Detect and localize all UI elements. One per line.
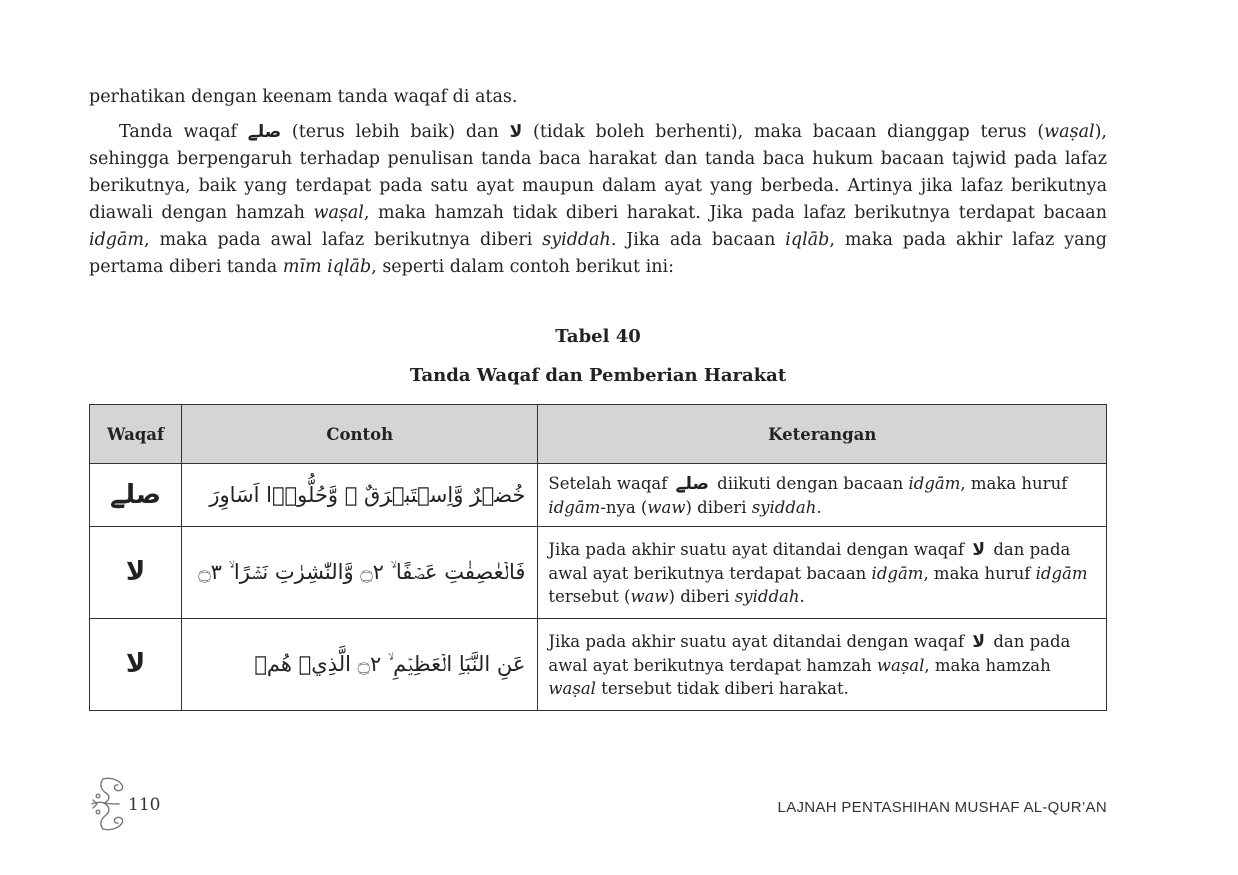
waqaf-sign-cell: لا — [90, 619, 182, 711]
text-run: tersebut tidak diberi harakat. — [595, 678, 849, 698]
text-run: tersebut ( — [548, 586, 631, 606]
waqaf-sign-cell: لا — [90, 527, 182, 619]
paragraph-1: perhatikan dengan keenam tanda waqaf di atas. — [89, 87, 518, 107]
header-contoh: Contoh — [182, 405, 538, 464]
term-wasal: waṣal — [876, 655, 925, 675]
text-run: diikuti dengan bacaan — [711, 473, 909, 493]
example-cell: خُضۡرٌ وَّاِسۡتَبۡرَقٌ ۘ وَّحُلُّوۡۤا اَسَاوِرَ — [182, 464, 538, 527]
text-run: ) diberi — [685, 497, 752, 517]
term-syiddah: syiddah — [751, 497, 817, 517]
text-run: ) diberi — [668, 586, 735, 606]
term-idgam: idgām — [871, 563, 924, 583]
body-text — [89, 84, 1107, 281]
example-cell: فَالۡعٰصِفٰتِ عَصۡفًا ۙ ۝٢ وَّالنّٰشِرٰتِ نَشۡرًا ۙ ۝٣ — [182, 527, 538, 619]
text-run: , maka pada awal lafaz berikutnya diberi — [144, 230, 543, 250]
header-keterangan: Keterangan — [538, 405, 1107, 464]
term-idgam: idgām — [1035, 563, 1088, 583]
text-run: (terus lebih baik) dan — [281, 122, 510, 142]
text-run: , maka hamzah tidak diberi harakat. Jika pada lafaz berikutnya terdapat bacaan — [363, 203, 1107, 223]
term-idgam: idgām — [548, 497, 601, 517]
term-idgam: idgām — [908, 473, 961, 493]
table-header-row — [90, 405, 1107, 464]
text-run: , maka hamzah — [924, 655, 1051, 675]
text-run: Tanda waqaf — [119, 122, 248, 142]
table-caption-number: Tabel 40 — [555, 326, 641, 347]
text-run: , seperti dalam contoh berikut ini: — [371, 257, 674, 277]
term-syiddah: syiddah — [734, 586, 800, 606]
table-row — [90, 619, 1107, 711]
term-mim-iqlab: mīm iqlāb — [282, 257, 372, 277]
text-run: . — [816, 497, 822, 517]
table-row — [90, 464, 1107, 527]
table-row — [90, 527, 1107, 619]
note-cell — [538, 527, 1107, 619]
header-waqaf: Waqaf — [90, 405, 182, 464]
term-wasal: waṣal — [548, 678, 596, 698]
text-run: , maka huruf — [923, 563, 1036, 583]
term-idgam: idgām — [89, 230, 145, 250]
text-run: . Jika ada bacaan — [610, 230, 786, 250]
text-run: (tidak boleh berhenti), maka bacaan dianggap terus ( — [522, 122, 1045, 142]
text-run: -nya ( — [600, 497, 648, 517]
waqaf-la-sign: لا — [972, 631, 986, 652]
waqaf-sala-sign: صلے — [675, 473, 709, 494]
text-run: ), sehingga berpengaruh terhadap penulisan tanda baca harakat dan tanda baca hukum bacaan tajwid pada lafaz berikutnya, baik yang terdapat pada satu ayat maupun dalam ayat yang berbeda. Artinya jika lafaz berikutnya diawali dengan hamzah — [89, 122, 1107, 223]
paragraph-2 — [89, 119, 1107, 281]
text-run: Setelah waqaf — [548, 473, 673, 493]
waqaf-la-sign: لا — [509, 122, 523, 142]
waqaf-sala-sign: صلے — [247, 122, 282, 142]
text-run: , maka huruf — [960, 473, 1068, 493]
page-number: 110 — [128, 795, 161, 815]
term-wasal: waṣal — [1044, 122, 1095, 142]
text-run: dan pada awal ayat berikutnya terdapat hamzah — [548, 631, 1071, 675]
term-wasal: waṣal — [313, 203, 364, 223]
text-run: , maka pada akhir lafaz yang pertama diberi tanda — [89, 230, 1107, 277]
text-run: dan pada awal ayat berikutnya terdapat bacaan — [548, 539, 1071, 583]
text-run: Jika pada akhir suatu ayat ditandai dengan waqaf — [548, 539, 970, 559]
waqaf-sign-cell: صلے — [90, 464, 182, 527]
ornament-icon — [89, 776, 131, 832]
term-waw: waw — [630, 586, 669, 606]
term-waw: waw — [647, 497, 686, 517]
term-syiddah: syiddah — [542, 230, 611, 250]
example-cell: عَنِ النَّبَاِ الۡعَظِيۡمِ ۙ ۝٢ الَّذِيۡ هُمۡ — [182, 619, 538, 711]
note-cell — [538, 619, 1107, 711]
term-iqlab: iqlāb — [785, 230, 830, 250]
text-run: . — [799, 586, 805, 606]
note-cell — [538, 464, 1107, 527]
waqaf-la-sign: لا — [972, 539, 986, 560]
running-footer-title: LAJNAH PENTASHIHAN MUSHAF AL-QUR’AN — [777, 799, 1107, 816]
text-run: Jika pada akhir suatu ayat ditandai dengan waqaf — [548, 631, 970, 651]
table-caption-title: Tanda Waqaf dan Pemberian Harakat — [409, 365, 787, 386]
waqaf-table — [89, 404, 1107, 711]
